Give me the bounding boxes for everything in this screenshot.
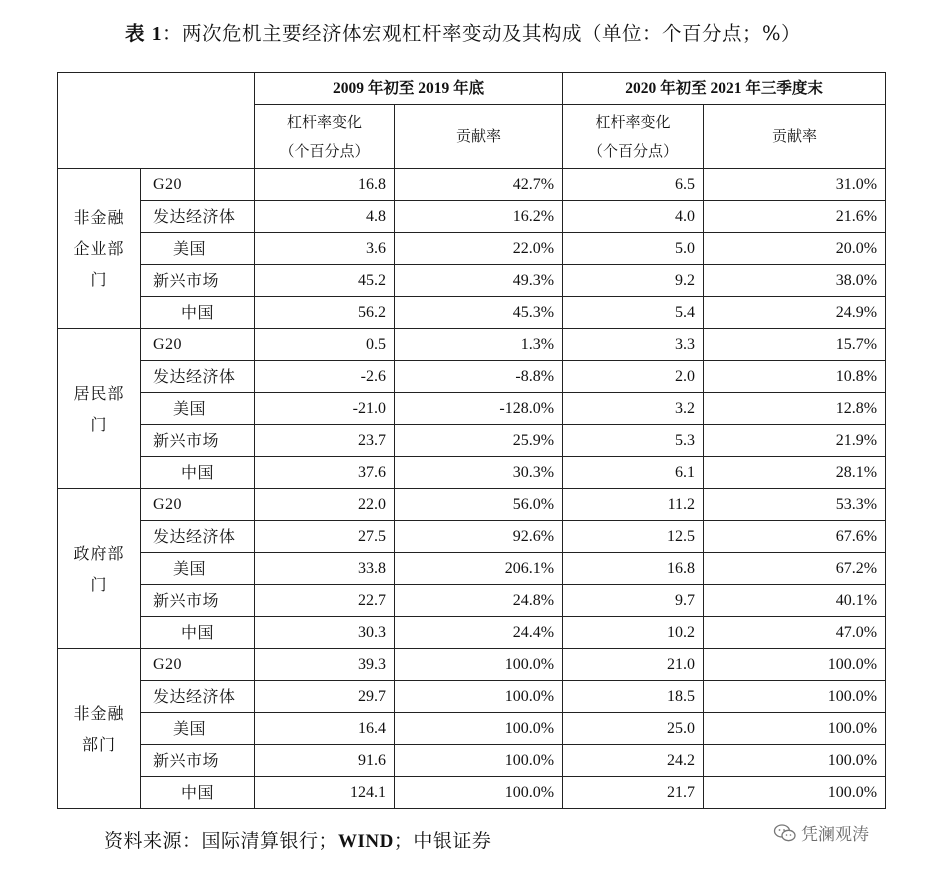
contribution-cell: 16.2% bbox=[395, 201, 563, 233]
table-row bbox=[58, 617, 886, 649]
contribution-cell: 15.7% bbox=[704, 329, 886, 361]
corner-cell bbox=[58, 73, 255, 169]
country-cell: 发达经济体 bbox=[141, 681, 255, 713]
country-cell: 中国 bbox=[141, 617, 255, 649]
change-cell: 24.2 bbox=[563, 745, 704, 777]
change-cell: 25.0 bbox=[563, 713, 704, 745]
contribution-header-1: 贡献率 bbox=[395, 105, 563, 169]
country-cell: 新兴市场 bbox=[141, 265, 255, 297]
change-cell: 16.8 bbox=[563, 553, 704, 585]
contribution-cell: 56.0% bbox=[395, 489, 563, 521]
contribution-cell: 22.0% bbox=[395, 233, 563, 265]
country-cell: 中国 bbox=[141, 457, 255, 489]
change-cell: 6.1 bbox=[563, 457, 704, 489]
table-row bbox=[58, 745, 886, 777]
change-cell: 33.8 bbox=[255, 553, 395, 585]
contribution-cell: 25.9% bbox=[395, 425, 563, 457]
change-cell: 39.3 bbox=[255, 649, 395, 681]
change-cell: 2.0 bbox=[563, 361, 704, 393]
change-cell: 23.7 bbox=[255, 425, 395, 457]
table-row bbox=[58, 489, 886, 521]
country-cell: 美国 bbox=[141, 393, 255, 425]
change-cell: 56.2 bbox=[255, 297, 395, 329]
contribution-cell: 92.6% bbox=[395, 521, 563, 553]
table-row bbox=[58, 233, 886, 265]
change-cell: 12.5 bbox=[563, 521, 704, 553]
contribution-cell: 31.0% bbox=[704, 169, 886, 201]
contribution-cell: 30.3% bbox=[395, 457, 563, 489]
source-note: 资料来源：国际清算银行；WIND；中银证券 bbox=[104, 830, 492, 852]
country-cell: G20 bbox=[141, 649, 255, 681]
country-cell: 中国 bbox=[141, 297, 255, 329]
contribution-cell: 45.3% bbox=[395, 297, 563, 329]
country-cell: G20 bbox=[141, 169, 255, 201]
sector-label: 政府部门 bbox=[58, 489, 141, 649]
contribution-cell: 67.2% bbox=[704, 553, 886, 585]
table-row bbox=[58, 329, 886, 361]
contribution-cell: 100.0% bbox=[704, 713, 886, 745]
contribution-cell: 53.3% bbox=[704, 489, 886, 521]
change-cell: -21.0 bbox=[255, 393, 395, 425]
wechat-icon bbox=[773, 823, 797, 843]
contribution-cell: -8.8% bbox=[395, 361, 563, 393]
contribution-cell: 40.1% bbox=[704, 585, 886, 617]
contribution-cell: 100.0% bbox=[704, 681, 886, 713]
country-cell: 新兴市场 bbox=[141, 585, 255, 617]
table-row bbox=[58, 585, 886, 617]
table-row bbox=[58, 713, 886, 745]
change-cell: 16.4 bbox=[255, 713, 395, 745]
change-cell: 3.6 bbox=[255, 233, 395, 265]
contribution-cell: 28.1% bbox=[704, 457, 886, 489]
table-row bbox=[58, 777, 886, 809]
table-row bbox=[58, 457, 886, 489]
change-cell: 45.2 bbox=[255, 265, 395, 297]
change-header-1: 杠杆率变化 （个百分点） bbox=[255, 105, 395, 169]
country-cell: 发达经济体 bbox=[141, 521, 255, 553]
contribution-cell: 38.0% bbox=[704, 265, 886, 297]
country-cell: 美国 bbox=[141, 553, 255, 585]
change-cell: 4.0 bbox=[563, 201, 704, 233]
country-cell: 美国 bbox=[141, 233, 255, 265]
contribution-cell: 100.0% bbox=[395, 745, 563, 777]
change-cell: 91.6 bbox=[255, 745, 395, 777]
contribution-cell: 100.0% bbox=[704, 649, 886, 681]
table-row bbox=[58, 649, 886, 681]
country-cell: 发达经济体 bbox=[141, 361, 255, 393]
change-cell: 22.7 bbox=[255, 585, 395, 617]
contribution-cell: -128.0% bbox=[395, 393, 563, 425]
change-header-2: 杠杆率变化 （个百分点） bbox=[563, 105, 704, 169]
contribution-cell: 24.8% bbox=[395, 585, 563, 617]
change-cell: 3.3 bbox=[563, 329, 704, 361]
change-cell: 3.2 bbox=[563, 393, 704, 425]
contribution-cell: 24.4% bbox=[395, 617, 563, 649]
change-cell: 22.0 bbox=[255, 489, 395, 521]
change-cell: 10.2 bbox=[563, 617, 704, 649]
change-cell: 0.5 bbox=[255, 329, 395, 361]
contribution-cell: 100.0% bbox=[395, 649, 563, 681]
change-cell: 37.6 bbox=[255, 457, 395, 489]
contribution-cell: 24.9% bbox=[704, 297, 886, 329]
table-row bbox=[58, 553, 886, 585]
sector-label: 非金融企业部门 bbox=[58, 169, 141, 329]
contribution-cell: 100.0% bbox=[395, 713, 563, 745]
table-row bbox=[58, 169, 886, 201]
country-cell: 发达经济体 bbox=[141, 201, 255, 233]
table-title: 表 1：两次危机主要经济体宏观杠杆率变动及其构成（单位：个百分点；%） bbox=[125, 22, 801, 45]
contribution-cell: 206.1% bbox=[395, 553, 563, 585]
period-header-1: 2009 年初至 2019 年底 bbox=[255, 73, 563, 105]
change-cell: -2.6 bbox=[255, 361, 395, 393]
contribution-cell: 12.8% bbox=[704, 393, 886, 425]
table-row bbox=[58, 425, 886, 457]
change-cell: 5.4 bbox=[563, 297, 704, 329]
contribution-cell: 100.0% bbox=[704, 745, 886, 777]
contribution-cell: 100.0% bbox=[395, 777, 563, 809]
change-cell: 27.5 bbox=[255, 521, 395, 553]
table-row bbox=[58, 201, 886, 233]
country-cell: 新兴市场 bbox=[141, 745, 255, 777]
period-header-2: 2020 年初至 2021 年三季度末 bbox=[563, 73, 886, 105]
contribution-cell: 20.0% bbox=[704, 233, 886, 265]
contribution-cell: 10.8% bbox=[704, 361, 886, 393]
country-cell: G20 bbox=[141, 489, 255, 521]
country-cell: 美国 bbox=[141, 713, 255, 745]
contribution-cell: 1.3% bbox=[395, 329, 563, 361]
table-row bbox=[58, 361, 886, 393]
contribution-cell: 49.3% bbox=[395, 265, 563, 297]
table-row bbox=[58, 681, 886, 713]
sector-label: 非金融部门 bbox=[58, 649, 141, 809]
country-cell: 中国 bbox=[141, 777, 255, 809]
change-cell: 11.2 bbox=[563, 489, 704, 521]
change-cell: 124.1 bbox=[255, 777, 395, 809]
change-cell: 21.0 bbox=[563, 649, 704, 681]
change-cell: 5.0 bbox=[563, 233, 704, 265]
table-row bbox=[58, 521, 886, 553]
watermark-text: 凭澜观涛 bbox=[801, 825, 869, 845]
contribution-cell: 21.9% bbox=[704, 425, 886, 457]
contribution-cell: 67.6% bbox=[704, 521, 886, 553]
period-header-row bbox=[58, 73, 886, 105]
watermark bbox=[773, 820, 869, 845]
country-cell: 新兴市场 bbox=[141, 425, 255, 457]
table-row bbox=[58, 393, 886, 425]
country-cell: G20 bbox=[141, 329, 255, 361]
change-cell: 9.7 bbox=[563, 585, 704, 617]
table-row bbox=[58, 297, 886, 329]
change-cell: 29.7 bbox=[255, 681, 395, 713]
contribution-cell: 100.0% bbox=[395, 681, 563, 713]
contribution-cell: 47.0% bbox=[704, 617, 886, 649]
sector-label: 居民部门 bbox=[58, 329, 141, 489]
change-cell: 18.5 bbox=[563, 681, 704, 713]
change-cell: 9.2 bbox=[563, 265, 704, 297]
change-cell: 6.5 bbox=[563, 169, 704, 201]
contribution-cell: 100.0% bbox=[704, 777, 886, 809]
change-cell: 5.3 bbox=[563, 425, 704, 457]
change-cell: 30.3 bbox=[255, 617, 395, 649]
contribution-cell: 42.7% bbox=[395, 169, 563, 201]
leverage-table bbox=[57, 72, 886, 809]
contribution-header-2: 贡献率 bbox=[704, 105, 886, 169]
change-cell: 16.8 bbox=[255, 169, 395, 201]
table-row bbox=[58, 265, 886, 297]
contribution-cell: 21.6% bbox=[704, 201, 886, 233]
change-cell: 21.7 bbox=[563, 777, 704, 809]
change-cell: 4.8 bbox=[255, 201, 395, 233]
